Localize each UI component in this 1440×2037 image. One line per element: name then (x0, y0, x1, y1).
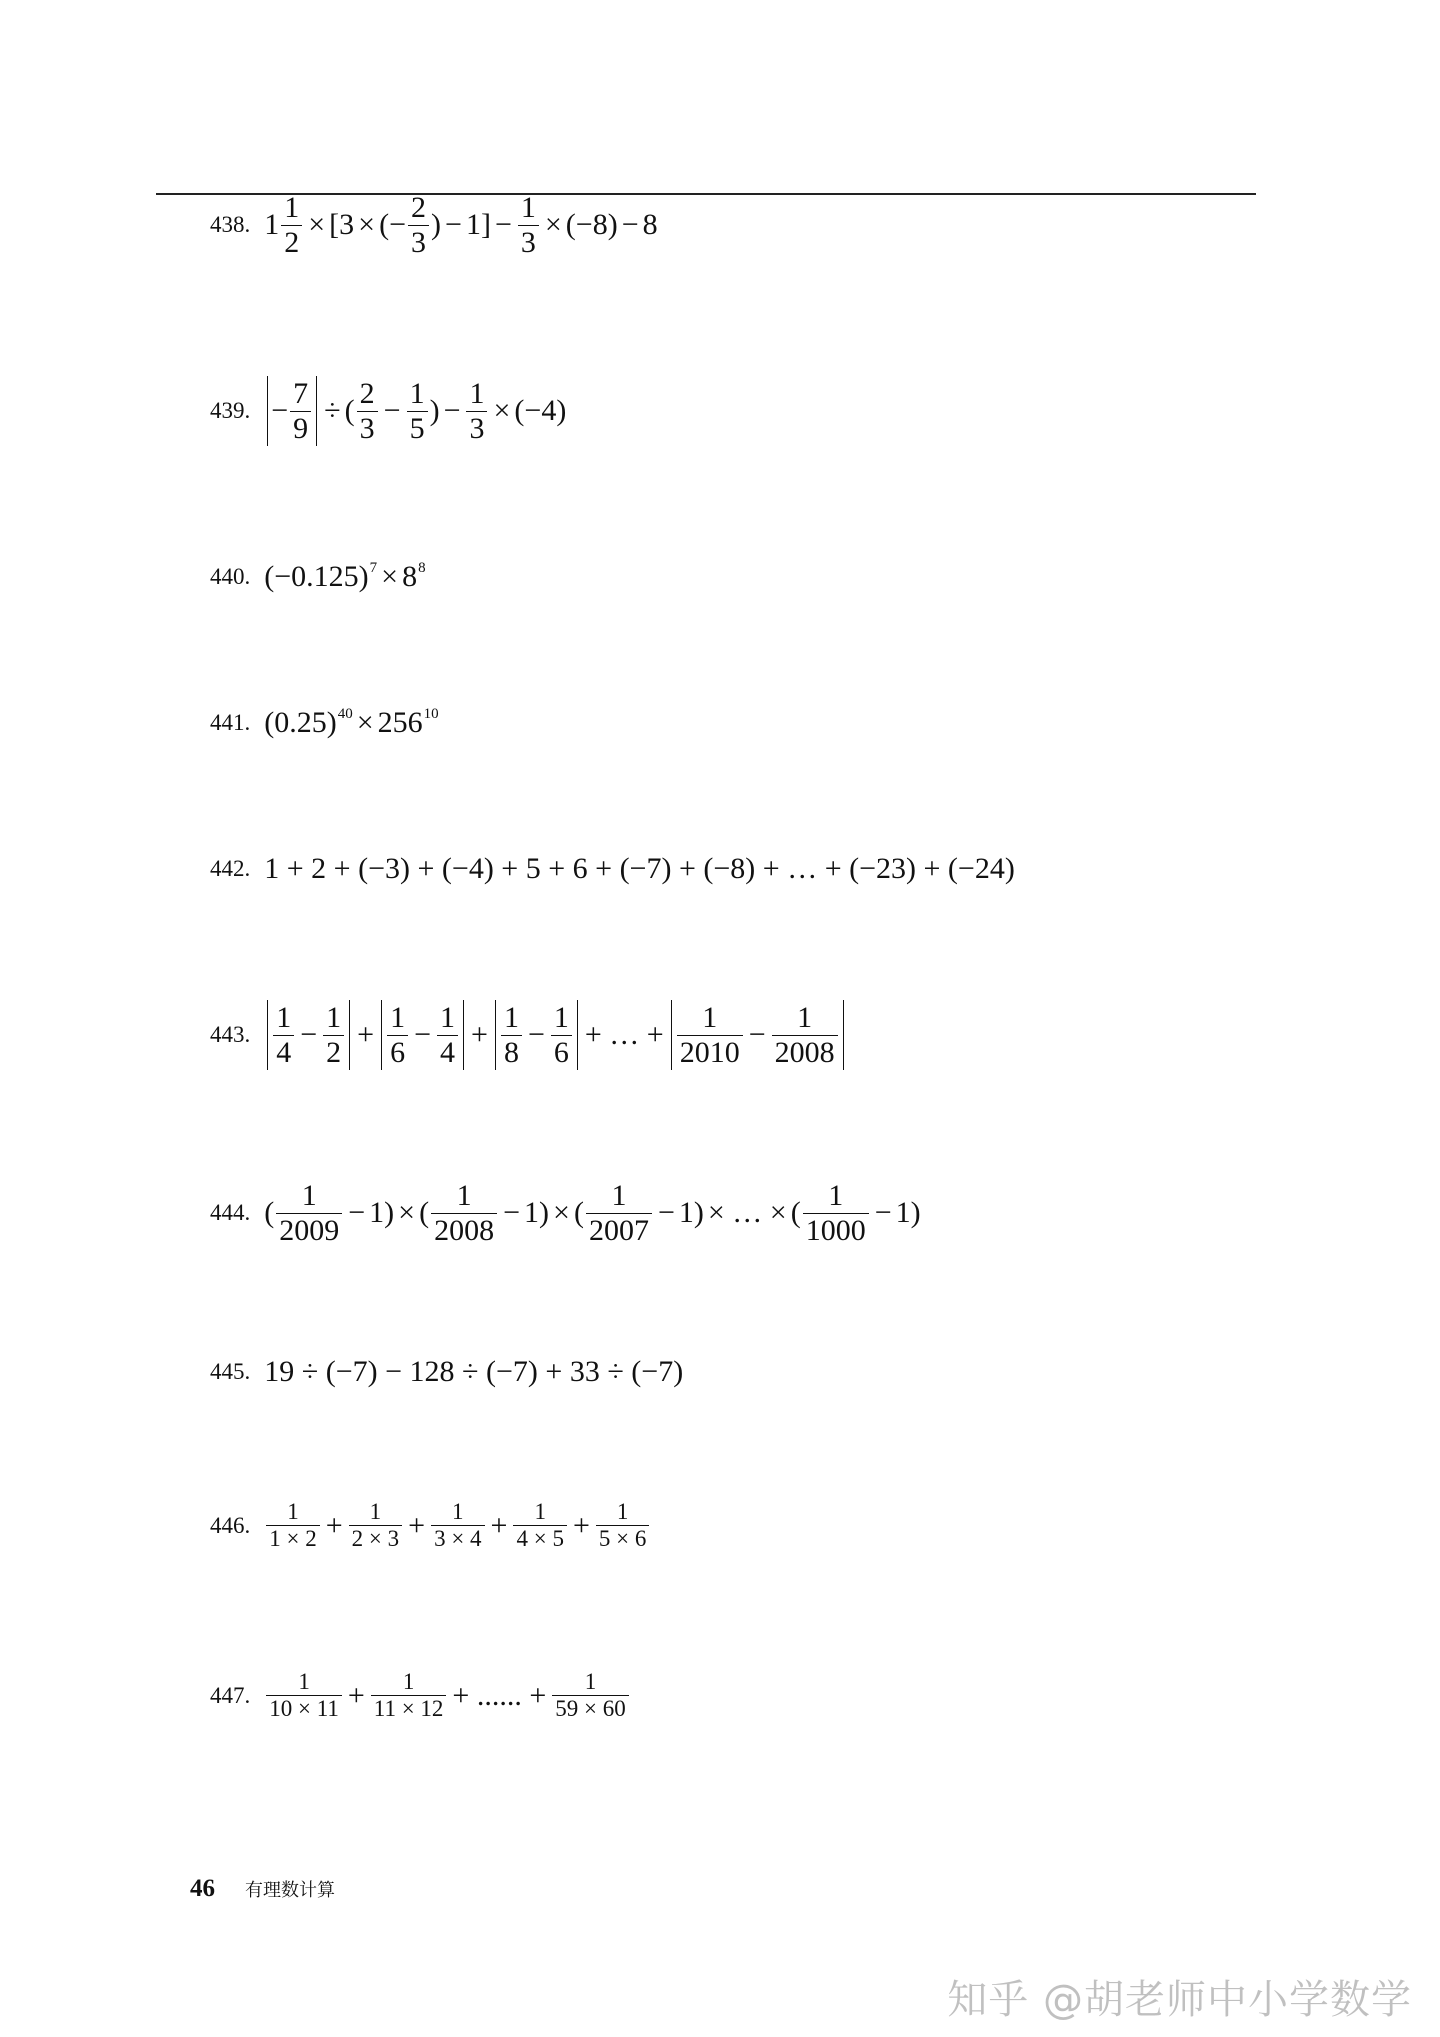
problem-number: 444. (210, 1200, 251, 1225)
fraction: $\frac{2}{3}$ (408, 192, 429, 258)
problem-number: 445. (210, 1359, 251, 1384)
problem-number: 443. (210, 1022, 251, 1047)
watermark: 知乎 @胡老师中小学数学 (947, 1977, 1412, 2023)
absolute-value: $\frac{1}{4}$ − $\frac{1}{2}$ (267, 1000, 350, 1070)
expression: 1 (264, 208, 280, 241)
fraction: $\frac{1}{3}$ (518, 192, 539, 258)
problem-440: 440. $(-0.125)^7$ × $8^8$ (210, 560, 426, 593)
problem-438: 438. 1 $\frac{1}{2}$ × [3 × (− $\frac{2}{3}$ ) − 1] − $\frac{1}{3}$ × (−8) − 8 (210, 191, 658, 259)
problem-number: 440. (210, 564, 251, 589)
chapter-title: 有理数计算 (245, 1880, 335, 1901)
fraction: $\frac{2}{3}$ (357, 378, 378, 444)
problem-442 (210, 852, 1015, 886)
expression: $(0.25)^{40}$ (264, 706, 353, 739)
problem-number: 446. (210, 1512, 251, 1538)
absolute-value: − $\frac{7}{9}$ (267, 376, 317, 446)
problem-446: 446. $\frac{1}{1 \times 2}$ + $\frac{1}{2 \times 3}$ + $\frac{1}{3 \times 4}$ + $\frac{1}{4 \times 5}$ + $\frac{1}{5 \times 6}$ (210, 1500, 651, 1551)
problem-441: 441. $(0.25)^{40}$ × $256^{10}$ (210, 706, 439, 739)
absolute-value: $\frac{1}{2010}$ − $\frac{1}{2008}$ (671, 1000, 844, 1070)
expression: 19 ÷ (−7) − 128 ÷ (−7) + 33 ÷ (−7) (264, 1355, 684, 1388)
fraction: $\frac{1}{3}$ (466, 378, 487, 444)
fraction: $\frac{7}{9}$ (290, 378, 311, 444)
page-number: 46 (190, 1875, 215, 1902)
expression: 1 + 2 + (−3) + (−4) + 5 + 6 + (−7) + (−8) + … + (−23) + (−24) (264, 852, 1015, 885)
problem-443: 443. $\frac{1}{4}$ − $\frac{1}{2}$ + $\frac{1}{6}$ − $\frac{1}{4}$ + $\frac{1}{8}$ − $\frac{1}{6}$ + … + $\frac{1}{2010}$ − $\frac{1}{2008}$ (210, 1000, 847, 1070)
problem-number: 441. (210, 710, 251, 735)
fraction: $\frac{1}{5}$ (407, 378, 428, 444)
absolute-value: $\frac{1}{6}$ − $\frac{1}{4}$ (381, 1000, 464, 1070)
page-footer (190, 1875, 335, 1903)
problem-445 (210, 1355, 683, 1389)
problem-444: 444. ( $\frac{1}{2009}$ − 1) × ( $\frac{1}{2008}$ − 1) × ( $\frac{1}{2007}$ − 1) × … × ( $\frac{1}{1000}$ − 1) (210, 1179, 921, 1247)
fraction: $\frac{1}{2}$ (281, 192, 302, 258)
problem-number: 439. (210, 398, 251, 423)
expression: $(-0.125)^7$ (264, 560, 378, 593)
problem-number: 447. (210, 1682, 251, 1708)
problem-number: 438. (210, 212, 251, 237)
problem-439: 439. − $\frac{7}{9}$ ÷ ( $\frac{2}{3}$ − $\frac{1}{5}$ ) − $\frac{1}{3}$ × (−4) (210, 377, 567, 445)
problem-447: 447. $\frac{1}{10 \times 11}$ + $\frac{1}{11 \times 12}$ + ...... + $\frac{1}{59 \times 60}$ (210, 1670, 631, 1721)
problem-number: 442. (210, 856, 251, 881)
absolute-value: $\frac{1}{8}$ − $\frac{1}{6}$ (495, 1000, 578, 1070)
